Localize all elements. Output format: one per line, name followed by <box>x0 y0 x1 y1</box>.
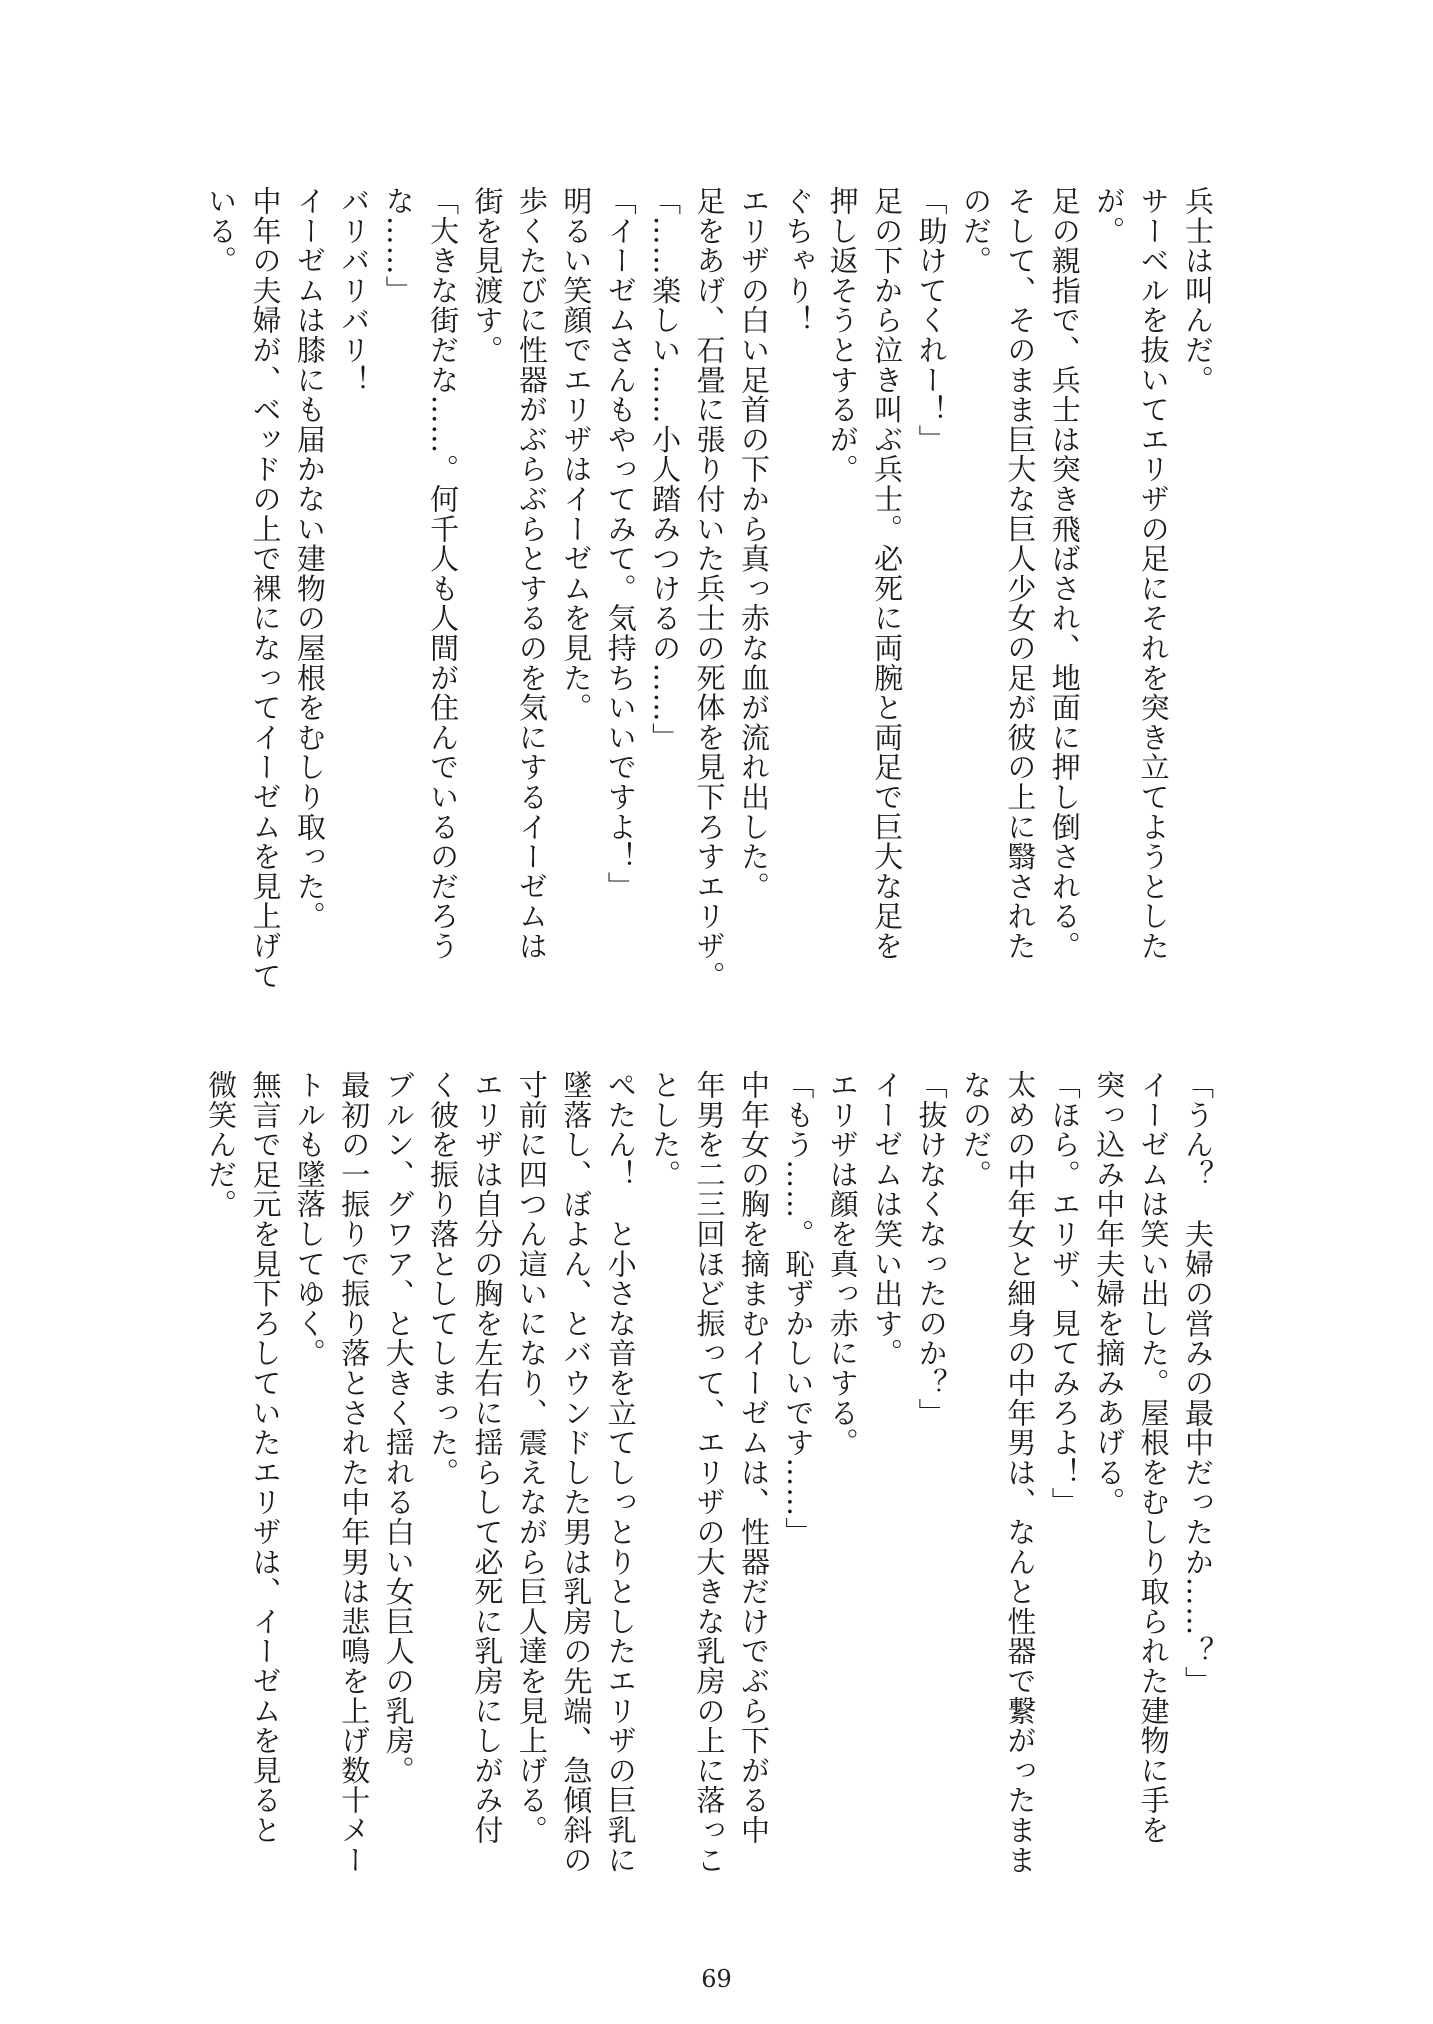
text-line: のだ。 <box>958 186 993 276</box>
text-line: 「抜けなくなったのか？」 <box>914 1070 949 1428</box>
text-line: 年男を二三回ほど振って、エリザの大きな乳房の上に落っこ <box>692 1070 727 1875</box>
text-line: 足をあげ、石畳に張り付いた兵士の死体を見下ろすエリザ。 <box>692 186 727 991</box>
text-line: 「……楽しい……小人踏みつけるの……」 <box>648 186 683 753</box>
text-line: イーゼムは笑い出した。屋根をむしり取られた建物に手を <box>1136 1070 1171 1845</box>
text-line: サーベルを抜いてエリザの足にそれを突き立てようとした <box>1136 186 1171 961</box>
text-line: 「助けてくれー！」 <box>914 186 949 455</box>
text-line: 墜落し、ぼよん、とバウンドした男は乳房の先端、急傾斜の <box>559 1070 594 1875</box>
text-line: 「うん？ 夫婦の営みの最中だったか……？」 <box>1181 1070 1215 1696</box>
text-line: ぐちゃり！ <box>781 186 816 335</box>
text-line: イーゼムは膝にも届かない建物の屋根をむしり取った。 <box>292 186 327 931</box>
text-block-upper <box>135 186 1220 1016</box>
text-line: エリザは自分の胸を左右に揺らして必死に乳房にしがみ付 <box>470 1070 505 1845</box>
text-line: 「イーゼムさんもやってみて。気持ちいいですよ！」 <box>603 186 638 902</box>
text-line: 中年女の胸を摘まむイーゼムは、性器だけでぶら下がる中 <box>736 1070 771 1845</box>
text-line: な……」 <box>381 186 416 306</box>
text-line: 太めの中年女と細身の中年男は、なんと性器で繋がったまま <box>1003 1070 1038 1875</box>
text-line: 中年の夫婦が、ベッドの上で裸になってイーゼムを見上げて <box>248 186 283 991</box>
text-line: 突っ込み中年夫婦を摘みあげる。 <box>1092 1070 1127 1517</box>
text-line: 兵士は叫んだ。 <box>1181 186 1215 395</box>
text-line: 微笑んだ。 <box>204 1070 239 1219</box>
text-line: バリバリバリ！ <box>337 186 372 395</box>
text-line: 足の下から泣き叫ぶ兵士。必死に両腕と両足で巨大な足を <box>870 186 905 961</box>
text-line: ブルン、グワア、と大きく揺れる白い女巨人の乳房。 <box>381 1070 416 1786</box>
text-line: 足の親指で、兵士は突き飛ばされ、地面に押し倒される。 <box>1047 186 1082 961</box>
text-line: 歩くたびに性器がぶらぶらとするのを気にするイーゼムは <box>514 186 549 961</box>
text-line: 無言で足元を見下ろしていたエリザは、イーゼムを見ると <box>248 1070 283 1845</box>
text-line: トルも墜落してゆく。 <box>292 1070 327 1368</box>
text-line: 最初の一振りで振り落とされた中年男は悲鳴を上げ数十メー <box>337 1070 372 1875</box>
page-number: 69 <box>701 1965 732 1993</box>
text-line: イーゼムは笑い出す。 <box>870 1070 905 1368</box>
text-block-lower <box>135 1070 1220 1950</box>
text-line: 明るい笑顔でエリザはイーゼムを見た。 <box>559 186 594 723</box>
text-line: 「もう……。恥ずかしいです……」 <box>781 1070 816 1547</box>
text-line: そして、そのまま巨大な巨人少女の足が彼の上に翳された <box>1003 186 1038 961</box>
text-line: いる。 <box>204 186 239 276</box>
text-line: く彼を振り落としてしまった。 <box>426 1070 461 1488</box>
text-line: なのだ。 <box>958 1070 993 1190</box>
text-line: 押し返そうとするが。 <box>825 186 860 484</box>
text-line: 「ほら。エリザ、見てみろよ！」 <box>1047 1070 1082 1517</box>
text-line: 「大きな街だな……。何千人も人間が住んでいるのだろう <box>426 186 461 961</box>
text-line: とした。 <box>648 1070 683 1190</box>
text-line: が。 <box>1092 186 1127 246</box>
text-line: エリザの白い足首の下から真っ赤な血が流れ出した。 <box>736 186 771 902</box>
text-line: 街を見渡す。 <box>470 186 505 365</box>
text-line: ぺたん！ と小さな音を立てしっとりとしたエリザの巨乳に <box>603 1070 638 1875</box>
text-line: 寸前に四つん這いになり、震えながら巨人達を見上げる。 <box>514 1070 549 1845</box>
text-line: エリザは顔を真っ赤にする。 <box>825 1070 860 1458</box>
